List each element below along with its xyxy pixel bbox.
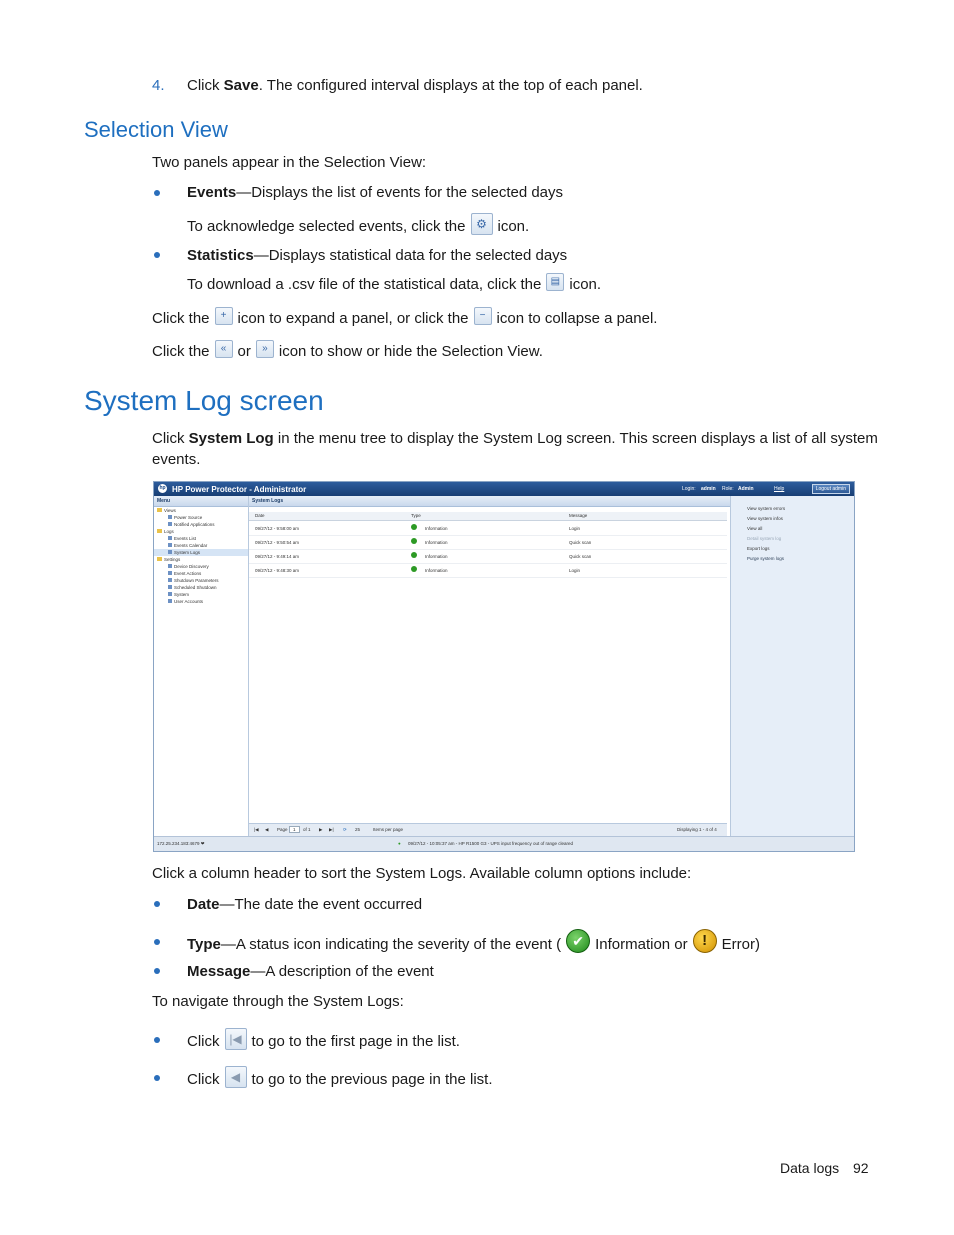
tree-item[interactable]	[154, 528, 248, 535]
acknowledge-icon[interactable]: ⚙	[471, 213, 493, 235]
message-bold: Message	[187, 963, 251, 980]
tree-item-label: User Accounts	[174, 599, 204, 604]
item-icon	[168, 578, 172, 582]
bullet	[154, 901, 160, 907]
action-item[interactable]: View all	[747, 526, 763, 531]
tree-item-label: Notified Applications	[174, 522, 215, 527]
csv-line	[187, 275, 601, 295]
tree-item-label: Logs	[164, 529, 174, 534]
information-check-icon	[411, 552, 417, 558]
tree-item-label: System Logs	[174, 550, 201, 555]
row-type: Information	[425, 568, 448, 573]
events-text: —Displays the list of events for the selected days	[236, 184, 564, 201]
item-icon	[168, 564, 172, 568]
tree-item[interactable]	[154, 514, 248, 521]
date-bold: Date	[187, 896, 220, 913]
hp-logo-icon: hp	[159, 485, 166, 491]
system-log-para	[152, 429, 878, 449]
table-header	[249, 512, 727, 521]
row-type: Information	[425, 526, 448, 531]
expand-a: Click the	[152, 310, 210, 327]
system-logs-panel	[249, 496, 731, 836]
footer-page-number: 92	[853, 1160, 869, 1176]
tree-item-label: Events Calendar	[174, 543, 208, 548]
step-4-post: . The configured interval displays at the top of each panel.	[258, 77, 643, 94]
collapse-icon[interactable]: −	[474, 307, 492, 325]
role-value: Admin	[738, 486, 754, 492]
csv-pre: To download a .csv file of the statistical data, click the	[187, 276, 542, 293]
tree-item[interactable]	[154, 563, 248, 570]
app-title-bar	[154, 482, 854, 496]
item-icon	[168, 599, 172, 603]
step-4-pre: Click	[187, 77, 224, 94]
row-date: 09/27/12 - 9:58:00 am	[255, 526, 300, 531]
refresh-icon[interactable]: ⟳	[343, 827, 347, 832]
row-date: 09/27/12 - 9:50:54 am	[255, 540, 300, 545]
selection-view-intro: Two panels appear in the Selection View:	[152, 154, 427, 171]
action-item[interactable]: View system infos	[747, 516, 783, 521]
status-bar	[154, 836, 854, 852]
date-item	[187, 895, 422, 915]
folder-icon	[157, 508, 162, 512]
tree-item[interactable]	[154, 584, 248, 591]
status-message: 09/27/12 - 10:05:37 am - HP R1500 G3 - UPS input frequency out of range cleared	[408, 841, 574, 846]
navigate-intro: To navigate through the System Logs:	[152, 993, 404, 1010]
status-ip: 172.25.234.183:4679 ❤	[157, 841, 205, 846]
menu-panel	[154, 496, 249, 836]
tree-item[interactable]	[154, 549, 248, 556]
double-chevron-left-icon[interactable]: «	[215, 340, 233, 358]
row-message: Quick scan	[569, 540, 592, 545]
column-date[interactable]: Date	[255, 513, 265, 518]
pager-display: Displaying 1 - 4 of 4	[677, 827, 717, 832]
tree-item-label: Events List	[174, 536, 197, 541]
step-4-text	[187, 76, 643, 96]
statistics-bold: Statistics	[187, 247, 254, 264]
statistics-text: —Displays statistical data for the selected days	[253, 247, 568, 264]
pager	[249, 823, 727, 836]
first-page-icon[interactable]: |◀	[254, 827, 259, 832]
tree-item[interactable]	[154, 535, 248, 542]
information-check-icon: ✔	[566, 929, 590, 953]
last-page-icon[interactable]: ▶|	[329, 827, 334, 832]
type-info: Information or	[595, 935, 688, 953]
row-message: Quick scan	[569, 554, 592, 559]
row-message: Login	[569, 526, 581, 531]
type-text: —A status icon indicating the severity of the event (	[220, 935, 562, 953]
double-chevron-right-icon[interactable]: »	[256, 340, 274, 358]
row-type: Information	[425, 554, 448, 559]
help-link[interactable]: Help	[774, 486, 785, 492]
item-icon	[168, 585, 172, 589]
message-text: —A description of the event	[250, 963, 434, 980]
system-log-screenshot	[153, 481, 855, 852]
pager-page-label: Page	[277, 827, 288, 832]
tree-item[interactable]	[154, 591, 248, 598]
row-date: 09/27/12 - 9:49:14 am	[255, 554, 300, 559]
tree-item-label: Scheduled Shutdown	[174, 585, 217, 590]
p1-pre: Click	[152, 430, 189, 447]
menu-header: Menu	[154, 496, 248, 507]
action-item[interactable]: Export logs	[747, 546, 770, 551]
pager-per-page: Items per page	[373, 827, 404, 832]
ack-pre: To acknowledge selected events, click the	[187, 217, 466, 235]
tree-item[interactable]	[154, 542, 248, 549]
information-check-icon	[411, 538, 417, 544]
folder-icon	[157, 557, 162, 561]
csv-download-icon[interactable]: ▤	[546, 273, 564, 291]
row-type: Information	[425, 540, 448, 545]
table-row[interactable]	[249, 536, 727, 550]
bullet	[154, 190, 160, 196]
type-item	[187, 933, 760, 957]
system-logs-header: System Logs	[249, 496, 730, 507]
login-label: Login:	[682, 486, 696, 492]
expand-collapse-line	[152, 309, 657, 329]
action-item[interactable]: Detail system log	[747, 536, 782, 541]
item-icon	[168, 536, 172, 540]
type-bold: Type	[187, 935, 221, 953]
csv-post: icon.	[569, 276, 602, 293]
prev-page-icon[interactable]: ◀	[265, 827, 269, 832]
system-log-para-line2: events.	[152, 451, 201, 468]
pager-size[interactable]: 25	[355, 827, 361, 832]
tree-item-label: Views	[164, 508, 176, 513]
prev-page-item	[187, 1069, 493, 1091]
actions-panel	[731, 496, 854, 836]
action-item[interactable]: Purge system logs	[747, 556, 785, 561]
action-item[interactable]: View system errors	[747, 506, 786, 511]
expand-c: icon to collapse a panel.	[496, 310, 658, 327]
columns-intro: Click a column header to sort the System Logs. Available column options include:	[152, 865, 692, 882]
information-check-icon	[411, 524, 417, 530]
bullet	[154, 252, 160, 258]
table-row[interactable]	[249, 522, 727, 536]
bullet	[154, 1037, 160, 1043]
bullet	[154, 1075, 160, 1081]
error-exclamation-icon: !	[693, 929, 717, 953]
hide-c: icon to show or hide the Selection View.	[278, 343, 543, 360]
step-number: 4.	[152, 77, 165, 94]
row-date: 09/27/12 - 9:48:30 am	[255, 568, 300, 573]
tree-item[interactable]	[154, 556, 248, 563]
prev-a: Click	[187, 1070, 220, 1088]
tree-item-label: Settings	[164, 557, 181, 562]
selection-view-heading: Selection View	[84, 117, 228, 142]
p1-bold: System Log	[188, 430, 274, 447]
show-hide-line	[152, 342, 543, 362]
first-page-nav-icon[interactable]: |◀	[225, 1028, 247, 1050]
hide-a: Click the	[152, 343, 210, 360]
table-row[interactable]	[249, 564, 727, 578]
tree-item[interactable]	[154, 598, 248, 605]
folder-icon	[157, 529, 162, 533]
item-icon	[168, 543, 172, 547]
column-type[interactable]: Type	[411, 513, 421, 518]
prev-b: to go to the previous page in the list.	[251, 1070, 493, 1088]
expand-b: icon to expand a panel, or click the	[237, 310, 469, 327]
menu-tree	[154, 507, 248, 605]
next-page-icon[interactable]: ▶	[319, 827, 323, 832]
item-icon	[168, 515, 172, 519]
item-icon	[168, 592, 172, 596]
ack-post: icon.	[497, 217, 530, 235]
first-b: to go to the first page in the list.	[251, 1032, 460, 1050]
login-user: admin	[701, 486, 716, 492]
events-bold: Events	[187, 184, 237, 201]
pager-page-input[interactable]: 1	[289, 826, 300, 833]
expand-icon[interactable]: +	[215, 307, 233, 325]
bullet	[154, 939, 160, 945]
tree-item[interactable]	[154, 507, 248, 514]
tree-item-label: Device Discovery	[174, 564, 209, 569]
item-icon	[168, 550, 172, 554]
tree-item[interactable]	[154, 570, 248, 577]
role-label: Role:	[722, 486, 734, 492]
item-icon	[168, 571, 172, 575]
status-ok-icon: ●	[398, 841, 401, 846]
events-item	[187, 183, 563, 203]
tree-item-label: Power Source	[174, 515, 203, 520]
first-page-item	[187, 1031, 460, 1053]
message-item	[187, 962, 434, 982]
hide-b: or	[237, 343, 251, 360]
information-check-icon	[411, 566, 417, 572]
bullet	[154, 968, 160, 974]
item-icon	[168, 522, 172, 526]
acknowledge-line	[187, 216, 529, 238]
date-text: —The date the event occurred	[219, 896, 423, 913]
statistics-item	[187, 246, 567, 266]
actions-spacer	[731, 496, 854, 504]
column-message[interactable]: Message	[569, 513, 588, 518]
prev-page-nav-icon[interactable]: ◀	[225, 1066, 247, 1088]
first-a: Click	[187, 1032, 220, 1050]
step-4-bold: Save	[223, 77, 259, 94]
tree-item-label: System	[174, 592, 190, 597]
tree-item[interactable]	[154, 521, 248, 528]
logout-button[interactable]: Logout admin	[812, 484, 850, 494]
pager-of: of 1	[303, 827, 311, 832]
table-row[interactable]	[249, 550, 727, 564]
tree-item[interactable]	[154, 577, 248, 584]
type-err: Error)	[721, 935, 760, 953]
row-message: Login	[569, 568, 581, 573]
actions-list	[731, 504, 854, 561]
tree-item-label: Event Actions	[174, 571, 202, 576]
app-title: HP Power Protector - Administrator	[172, 485, 307, 494]
footer-section: Data logs	[780, 1160, 840, 1176]
system-log-heading: System Log screen	[84, 385, 324, 416]
p1-post: in the menu tree to display the System Log screen. This screen displays a list of all system	[273, 430, 878, 447]
tree-item-label: Shutdown Parameters	[174, 578, 219, 583]
